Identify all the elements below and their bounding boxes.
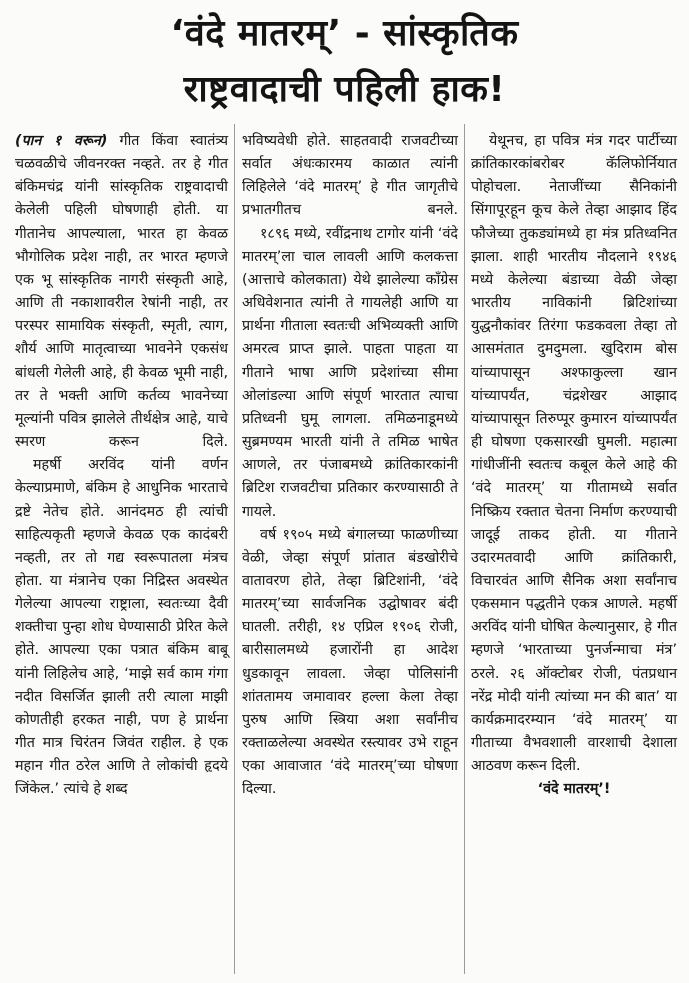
article-column-1 — [15, 130, 228, 802]
article-column-3 — [471, 130, 677, 802]
article-column-2 — [242, 130, 458, 802]
paragraph: येथूनच, हा पवित्र मंत्र गदर पार्टीच्या क्रांतिकारकांबरोबर कॅलिफोर्नियात पोहोचला. नेताजींच्या सैनिकांनी सिंगापूरहून कूच केले तेव्हा आझाद हिंद फौजेच्या तुकड्यांमध्ये हा मंत्र प्रतिध्वनित झाला. शाही भारतीय नौदलाने १९४६ मध्ये केलेल्या बंडाच्या वेळी जेव्हा भारतीय नाविकांनी ब्रिटिशांच्या युद्धनौकांवर तिरंगा फडकवला तेव्हा तो आसमंतात दुमदुमला. खुदिराम बोस यांच्यापासून अश्फाकुल्ला खान यांच्यापर्यंत, चंद्रशेखर आझाद यांच्यापासून तिरुप्पूर कुमारन यांच्यापर्यंत ही घोषणा एकसारखी घुमली. महात्मा गांधीजींनी स्वतःच कबूल केले आहे की ‘वंदे मातरम्’ या गीतामध्ये सर्वात निष्क्रिय रक्तात चेतना निर्माण करण्याची जादूई ताकद होती. या गीताने उदारमतवादी आणि क्रांतिकारी, विचारवंत आणि सैनिक अशा सर्वांनाच एकसमान पद्धतीने एकत्र आणले. महर्षी अरविंद यांनी घोषित केल्यानुसार, हे गीत म्हणजे ‘भारताच्या पुनर्जन्माचा मंत्र’ ठरले. २६ ऑक्टोबर रोजी, पंतप्रधान नरेंद्र मोदी यांनी त्यांच्या मन की बात’ या कार्यक्रमादरम्यान ‘वंदे मातरम्’ या गीताच्या वैभवशाली वारशाची देशाला आठवण करून दिली. — [471, 133, 677, 775]
headline-line-1: ‘वंदे मातरम्’ - सांस्कृतिक — [170, 13, 519, 54]
paragraph: महर्षी अरविंद यांनी वर्णन केल्याप्रमाणे, बंकिम हे आधुनिक भारताचे द्रष्टे नेतेच होते. आनंदमठ ही त्यांची साहित्यकृती म्हणजे केवळ एक कादंबरी नव्हती, तर तो गद्य स्वरूपातला मंत्रच होता. या मंत्रानेच एका निद्रिस्त अवस्थेत गेलेल्या आपल्या राष्ट्राला, स्वतःच्या दैवी शक्तीचा पुन्हा शोध घेण्यासाठी प्रेरित केले होते. आपल्या एका पत्रात बंकिम बाबू यांनी लिहिलेच आहे, ‘माझे सर्व काम गंगा नदीत विसर्जित झाली तरी त्याला माझी कोणतीही हरकत नाही, पण हे प्रार्थना गीत मात्र चिरंतन जिवंत राहील. हे एक महान गीत ठरेल आणि ते लोकांची हृदये जिंकेल.’ त्यांचे हे शब्द — [15, 457, 228, 798]
continued-from-label: (पान १ वरून) — [15, 133, 108, 149]
headline-line-2: राष्ट्रवादाची पहिली हाक! — [183, 69, 506, 110]
paragraph: भविष्यवेधी होते. साहतवादी राजवटीच्या सर्वात अंधःकारमय काळात त्यांनी लिहिलेले ‘वंदे मातरम्’ हे गीत जागृतीचे प्रभातगीतच बनले. — [242, 133, 458, 219]
article-headline — [0, 6, 689, 118]
paragraph: वर्ष १९०५ मध्ये बंगालच्या फाळणीच्या वेळी, जेव्हा संपूर्ण प्रांतात बंडखोरीचे वातावरण होते, तेव्हा ब्रिटिशांनी, ‘वंदे मातरम्’च्या सार्वजनिक उद्घोषावर बंदी घातली. तरीही, १४ एप्रिल १९०६ रोजी, बारीसालमध्ये हजारोंनी हा आदेश धुडकावून लावला. जेव्हा पोलिसांनी शांततामय जमावावर हल्ला केला तेव्हा पुरुष आणि स्त्रिया अशा सर्वांनीच रक्ताळलेल्या अवस्थेत रस्त्यावर उभे राहून एका आवाजात ‘वंदे मातरम्’च्या घोषणा दिल्या. — [242, 526, 458, 798]
paragraph-text: गीत किंवा स्वातंत्र्य चळवळीचे जीवनरक्त नव्हते. तर हे गीत बंकिमचंद्र यांनी सांस्कृतिक राष्ट्रवादाची केलेली पहिली घोषणाही होती. या गीतानेच आपल्याला, भारत हा केवळ भौगोलिक प्रदेश नाही, तर भारत म्हणजे एक भू सांस्कृतिक नागरी संस्कृती आहे, आणि ती नकाशावरील रेषांनी नाही, तर परस्पर सामायिक संस्कृती, स्मृती, त्याग, शौर्य आणि मातृत्वाच्या भावनेने एकसंध बांधली गेलेली आहे, ही केवळ भूमी नाही, तर ते भक्ती आणि कर्तव्य भावनेच्या मूल्यांनी पवित्र झालेले तीर्थक्षेत्र आहे, याचे स्मरण करून दिले. — [15, 133, 229, 451]
column-divider — [234, 124, 235, 974]
column-divider — [464, 124, 465, 974]
sign-off: ‘वंदे मातरम्’! — [537, 781, 611, 798]
paragraph: १८९६ मध्ये, रवींद्रनाथ टागोर यांनी ‘वंदे मातरम्’ला चाल लावली आणि कलकत्ता (आत्ताचे कोलकाता) येथे झालेल्या काँग्रेस अधिवेशनात त्यांनी ते गायलेही आणि या प्रार्थना गीताला स्वतःची अभिव्यक्ती आणि अमरत्व प्राप्त झाले. पाहता पाहता या गीताने भाषा आणि प्रदेशांच्या सीमा ओलांडल्या आणि संपूर्ण भारतात त्याचा प्रतिध्वनी घुमू लागला. तमिळनाडूमध्ये सुब्रमण्यम भारती यांनी ते तमिळ भाषेत आणले, तर पंजाबमध्ये क्रांतिकारकांनी ब्रिटिश राजवटीचा प्रतिकार करण्यासाठी ते गायले. — [242, 225, 458, 520]
paragraph — [15, 130, 228, 454]
